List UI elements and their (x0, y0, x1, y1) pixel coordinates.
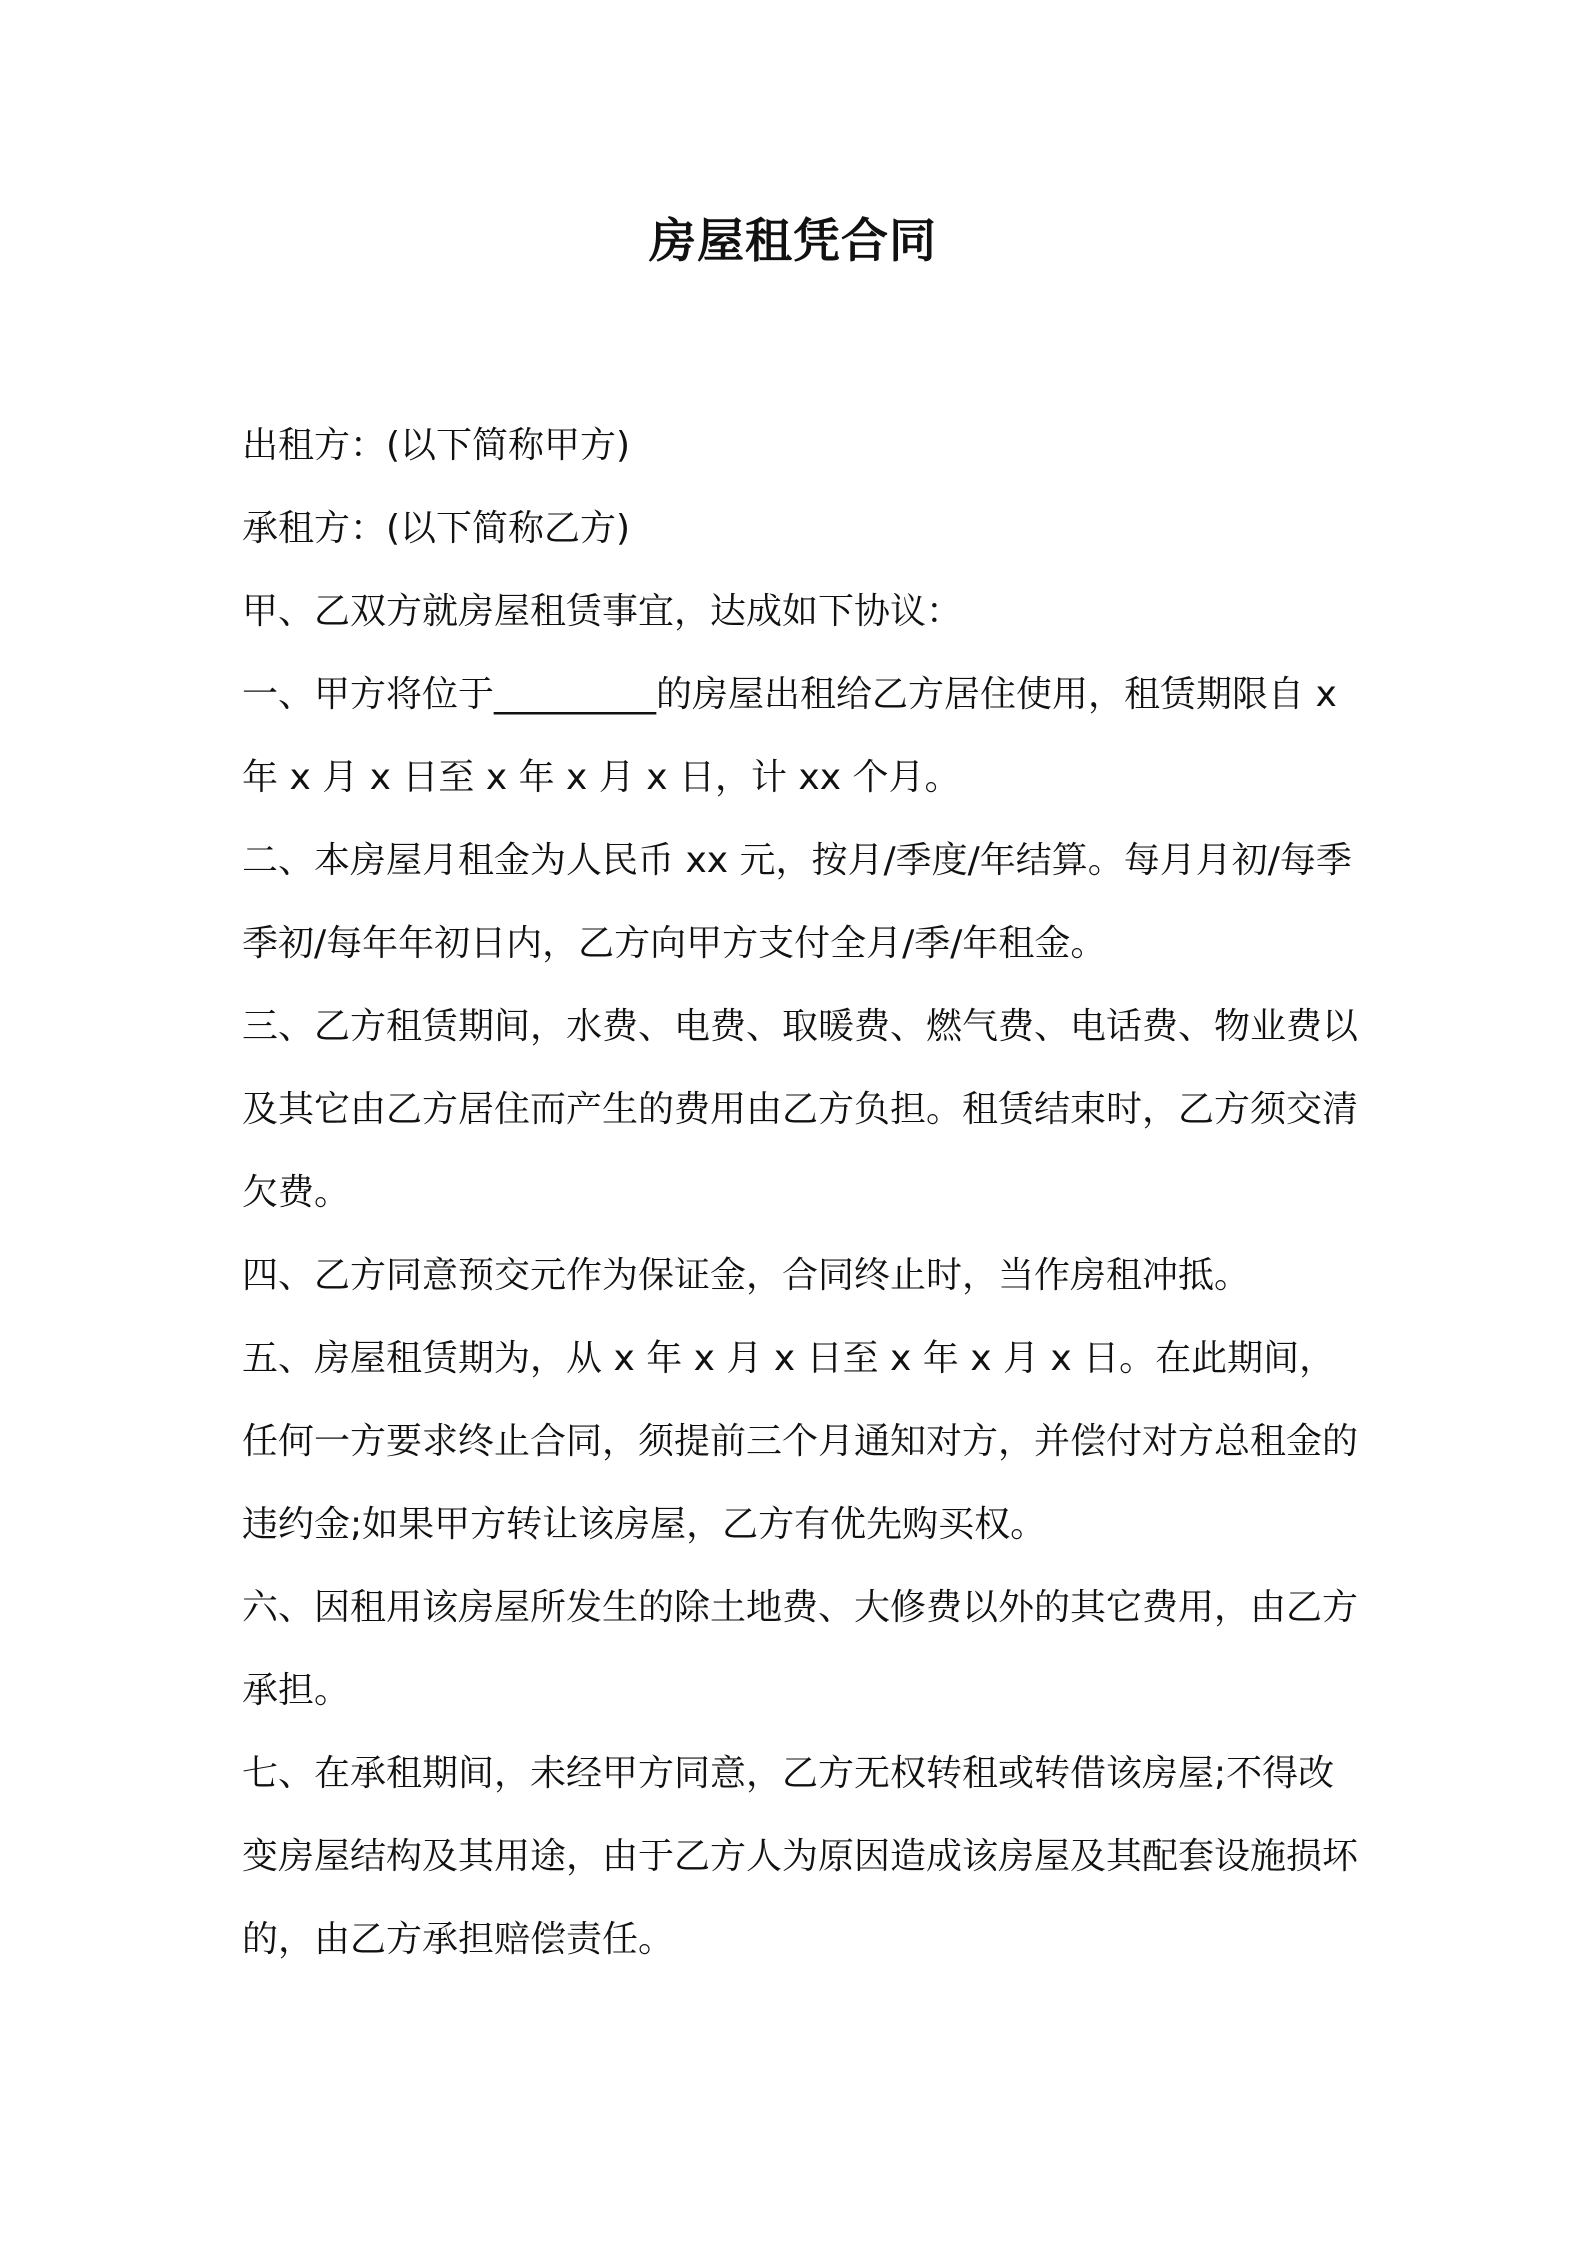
clause-2: 二、本房屋月租金为人民币 xx 元，按月/季度/年结算。每月月初/每季季初/每年年初日内，乙方向甲方支付全月/季/年租金。 (242, 840, 1352, 964)
document-body (242, 404, 1360, 1981)
clause-1: 一、甲方将位于_________的房屋出租给乙方居住使用，租赁期限自 x 年 x 月 x 日至 x 年 x 月 x 日，计 xx 个月。 (242, 674, 1337, 798)
lessee-line: 承租方：(以下简称乙方) (242, 508, 631, 549)
agreement-intro: 甲、乙双方就房屋租赁事宜，达成如下协议： (242, 591, 963, 632)
clause-5: 五、房屋租赁期为，从 x 年 x 月 x 日至 x 年 x 月 x 日。在此期间，任何一方要求终止合同，须提前三个月通知对方，并偿付对方总租金的违约金;如果甲方转让该房屋，乙方有优先购买权。 (242, 1338, 1359, 1545)
lessor-line: 出租方：(以下简称甲方) (242, 425, 631, 466)
clause-7: 七、在承租期间，未经甲方同意，乙方无权转租或转借该房屋;不得改变房屋结构及其用途，由于乙方人为原因造成该房屋及其配套设施损坏的，由乙方承担赔偿责任。 (242, 1753, 1359, 1960)
clause-6: 六、因租用该房屋所发生的除土地费、大修费以外的其它费用，由乙方承担。 (242, 1587, 1359, 1711)
clause-3: 三、乙方租赁期间，水费、电费、取暖费、燃气费、电话费、物业费以及其它由乙方居住而产生的费用由乙方负担。租赁结束时，乙方须交清欠费。 (242, 1006, 1359, 1213)
clause-4: 四、乙方同意预交元作为保证金，合同终止时，当作房租冲抵。 (242, 1255, 1251, 1296)
document-title: 房屋租凭合同 (649, 214, 937, 269)
